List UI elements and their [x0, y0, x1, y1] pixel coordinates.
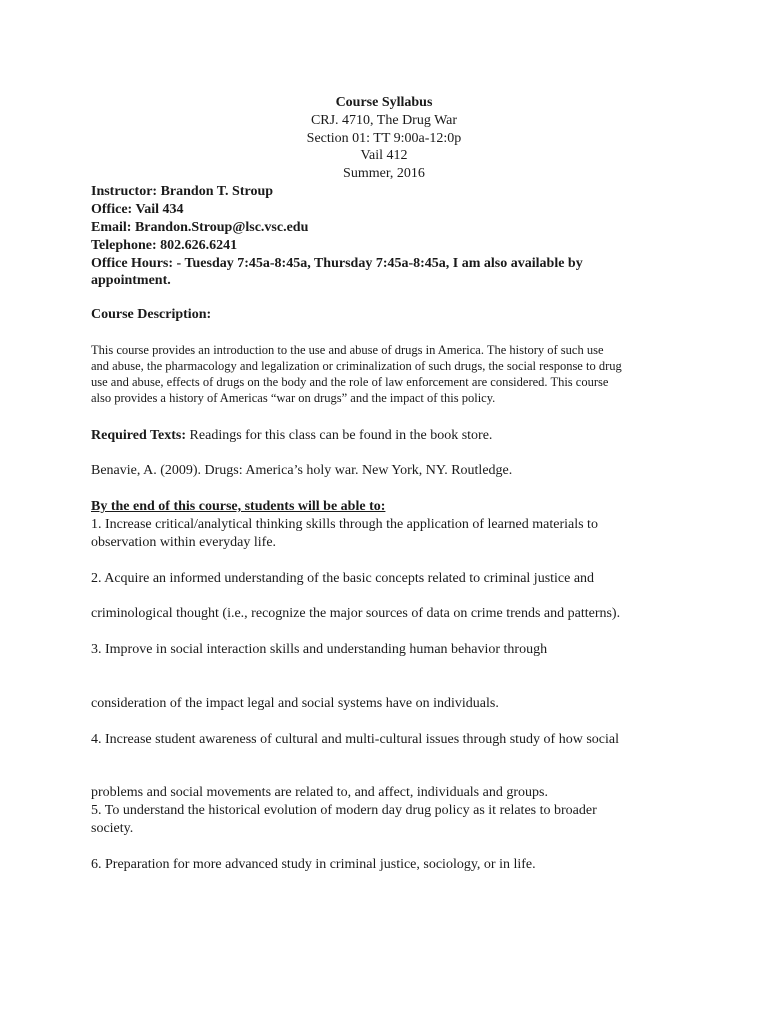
- textbook-citation: Benavie, A. (2009). Drugs: America’s holy war. New York, NY. Routledge.: [91, 463, 513, 478]
- instructor-telephone: Telephone: 802.626.6241: [91, 238, 238, 253]
- required-texts-note: Readings for this class can be found in the book store.: [186, 428, 493, 443]
- office-hours-continued: appointment.: [91, 273, 171, 288]
- outcome-item-6: 6. Preparation for more advanced study in criminal justice, sociology, or in life.: [91, 857, 536, 872]
- outcome-item-1: 1. Increase critical/analytical thinking skills through the application of learned materials to: [91, 517, 598, 532]
- course-description-line: This course provides an introduction to the use and abuse of drugs in America. The history of such use: [91, 343, 604, 357]
- outcome-item-5-continued: society.: [91, 821, 134, 836]
- instructor-name: Instructor: Brandon T. Stroup: [91, 184, 274, 199]
- outcome-item-2-continued: criminological thought (i.e., recognize the major sources of data on crime trends and patterns).: [91, 606, 621, 621]
- course-description-line: and abuse, the pharmacology and legalization or criminalization of such drugs, the social response to drug: [91, 359, 622, 373]
- term: Summer, 2016: [343, 166, 425, 181]
- course-description-line: use and abuse, effects of drugs on the body and the role of law enforcement are considered. This course: [91, 375, 609, 389]
- required-texts: [91, 427, 492, 445]
- course-description-body: [91, 342, 681, 406]
- outcome-item-4: 4. Increase student awareness of cultural and multi-cultural issues through study of how social: [91, 732, 619, 747]
- outcomes-heading: By the end of this course, students will be able to:: [91, 499, 386, 514]
- outcome-item-3-continued: consideration of the impact legal and social systems have on individuals.: [91, 696, 499, 711]
- outcome-item-4-continued: problems and social movements are related to, and affect, individuals and groups.: [91, 785, 548, 800]
- instructor-email: Email: Brandon.Stroup@lsc.vsc.edu: [91, 220, 309, 235]
- office-hours: Office Hours: - Tuesday 7:45a-8:45a, Thursday 7:45a-8:45a, I am also available by: [91, 256, 583, 271]
- section-time: Section 01: TT 9:00a-12:0p: [306, 131, 462, 146]
- outcome-item-3: 3. Improve in social interaction skills and understanding human behavior through: [91, 642, 548, 657]
- outcome-item-1-continued: observation within everyday life.: [91, 535, 277, 550]
- room: Vail 412: [360, 148, 408, 163]
- document-title: Course Syllabus: [335, 95, 433, 110]
- course-description-heading: Course Description:: [91, 307, 212, 322]
- required-texts-label: Required Texts:: [91, 428, 187, 443]
- outcome-item-2: 2. Acquire an informed understanding of the basic concepts related to criminal justice and: [91, 571, 595, 586]
- course-name: CRJ. 4710, The Drug War: [310, 113, 458, 128]
- office-location: Office: Vail 434: [91, 202, 184, 217]
- outcome-item-5: 5. To understand the historical evolution of modern day drug policy as it relates to broader: [91, 803, 597, 818]
- course-description-line: also provides a history of Americas “war on drugs” and the impact of this policy.: [91, 391, 496, 405]
